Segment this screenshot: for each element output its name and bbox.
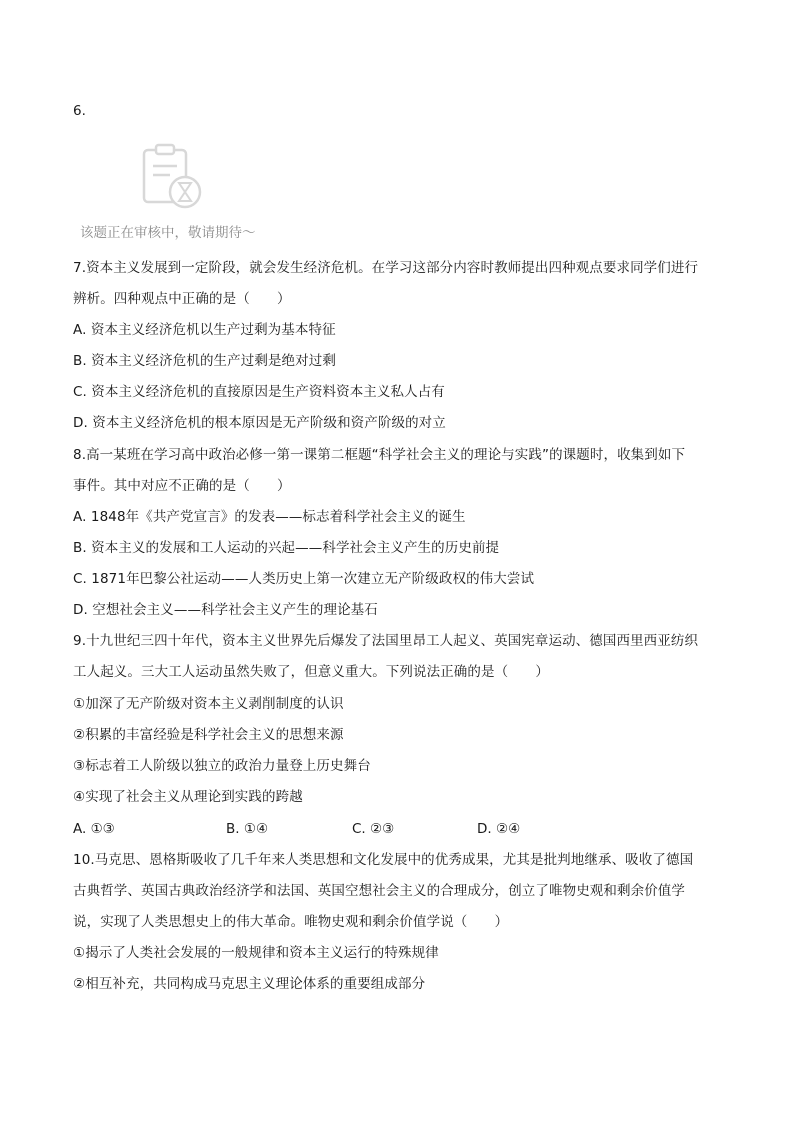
question-6-pending-notice: 该题正在审核中，敬请期待～	[80, 225, 256, 241]
question-7-option-b: B. 资本主义经济危机的生产过剩是绝对过剩	[73, 353, 336, 369]
question-7-option-c: C. 资本主义经济危机的直接原因是生产资料资本主义私人占有	[73, 384, 445, 400]
question-8-stem-line-1: 8.高一某班在学习高中政治必修一第一课第二框题“科学社会主义的理论与实践”的课题时，收集到如下	[73, 447, 686, 463]
question-10-statement-1: ①揭示了人类社会发展的一般规律和资本主义运行的特殊规律	[73, 945, 439, 961]
question-9-statement-1: ①加深了无产阶级对资本主义剥削制度的认识	[73, 696, 344, 712]
question-9-option-a: A. ①③	[73, 821, 115, 837]
question-8-option-d: D. 空想社会主义——科学社会主义产生的理论基石	[73, 602, 378, 618]
question-9-statement-2: ②积累的丰富经验是科学社会主义的思想来源	[73, 727, 344, 743]
question-8-option-c: C. 1871年巴黎公社运动——人类历史上第一次建立无产阶级政权的伟大尝试	[73, 571, 535, 587]
question-9-stem-line-2: 工人起义。三大工人运动虽然失败了，但意义重大。下列说法正确的是（ ）	[73, 664, 549, 680]
question-7-option-a: A. 资本主义经济危机以生产过剩为基本特征	[73, 322, 336, 338]
question-9-option-b: B. ①④	[226, 821, 269, 837]
clipboard-hourglass-icon	[140, 142, 206, 212]
question-7-option-d: D. 资本主义经济危机的根本原因是无产阶级和资产阶级的对立	[73, 415, 446, 431]
question-8-option-a: A. 1848年《共产党宣言》的发表——标志着科学社会主义的诞生	[73, 509, 466, 525]
question-6-number: 6.	[73, 103, 86, 119]
question-10-stem-line-3: 说，实现了人类思想史上的伟大革命。唯物史观和剩余价值学说（ ）	[73, 914, 509, 930]
question-9-stem-line-1: 9.十九世纪三四十年代，资本主义世界先后爆发了法国里昂工人起义、英国宪章运动、德国西里西亚纺织	[73, 633, 699, 649]
question-8-option-b: B. 资本主义的发展和工人运动的兴起——科学社会主义产生的历史前提	[73, 540, 500, 556]
question-9-option-c: C. ②③	[352, 821, 395, 837]
question-9-statement-4: ④实现了社会主义从理论到实践的跨越	[73, 789, 303, 805]
question-9-option-d: D. ②④	[477, 821, 521, 837]
question-10-stem-line-2: 古典哲学、英国古典政治经济学和法国、英国空想社会主义的合理成分，创立了唯物史观和剩余价值学	[73, 883, 685, 899]
question-8-stem-line-2: 事件。其中对应不正确的是（ ）	[73, 478, 291, 494]
question-10-stem-line-1: 10.马克思、恩格斯吸收了几千年来人类思想和文化发展中的优秀成果，尤其是批判地继承、吸收了德国	[73, 852, 694, 868]
question-7-stem-line-1: 7.资本主义发展到一定阶段，就会发生经济危机。在学习这部分内容时教师提出四种观点要求同学们进行	[73, 260, 699, 276]
question-7-stem-line-2: 辨析。四种观点中正确的是（ ）	[73, 291, 291, 307]
question-10-statement-2: ②相互补充，共同构成马克思主义理论体系的重要组成部分	[73, 976, 426, 992]
question-9-statement-3: ③标志着工人阶级以独立的政治力量登上历史舞台	[73, 758, 371, 774]
